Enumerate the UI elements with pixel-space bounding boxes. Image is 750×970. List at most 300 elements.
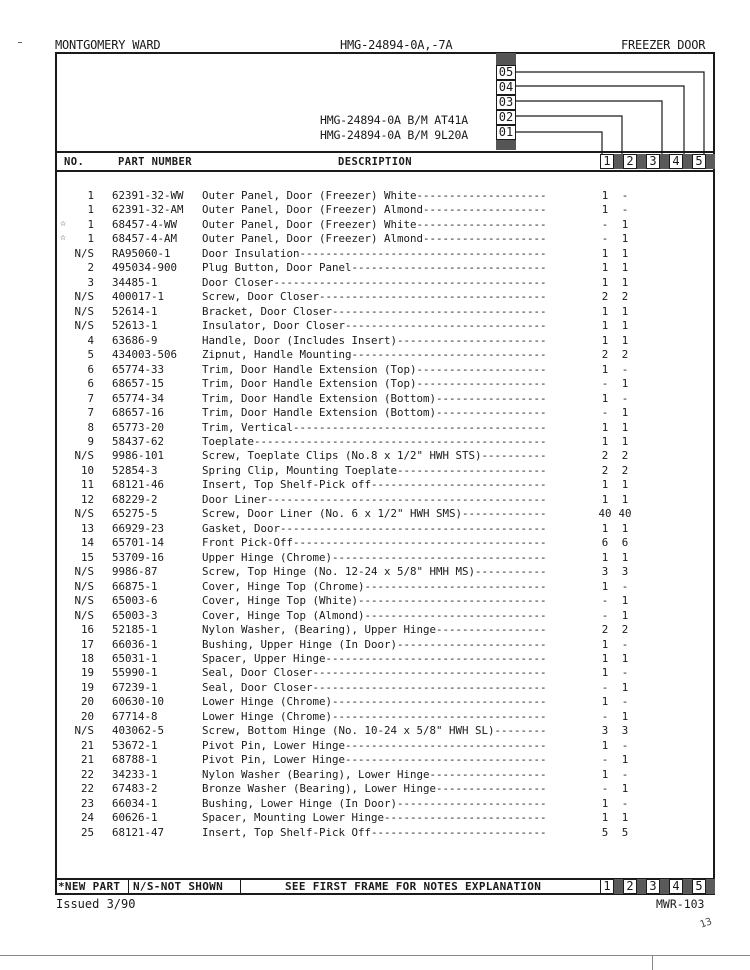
part-number: 66036-1: [112, 637, 158, 651]
not-shown-legend: N/S-NOT SHOWN: [133, 880, 223, 893]
part-description: Seal, Door Closer------------------------------------: [202, 680, 547, 694]
part-number: 52613-1: [112, 319, 158, 333]
part-description: Door Insulation--------------------------------------: [202, 246, 547, 260]
item-number: N/S: [74, 319, 94, 333]
table-row: [60, 218, 720, 232]
part-description: Trim, Door Handle Extension (Top)--------------------: [202, 362, 547, 376]
model-code-box: 01: [496, 125, 516, 140]
part-number: 400017-1: [112, 290, 165, 304]
item-number: 7: [87, 406, 94, 420]
part-description: Spacer, Mounting Lower Hinge-------------------------: [202, 811, 547, 825]
part-number: 60630-10: [112, 695, 165, 709]
table-row: [60, 493, 720, 507]
qty-column-2: -: [621, 738, 629, 752]
item-number: 9: [87, 434, 94, 448]
qty-column-1: 1: [601, 434, 609, 448]
part-number: 34485-1: [112, 275, 158, 289]
model-code-box: 03: [496, 95, 516, 110]
table-row: [60, 348, 720, 362]
connector-02: [516, 116, 622, 154]
qty-column-1: 1: [601, 550, 609, 564]
qty-column-1: 1: [601, 811, 609, 825]
qty-column-1: 1: [601, 492, 609, 506]
part-description: Screw, Bottom Hinge (No. 10-24 x 5/8" HWH SL)--------: [202, 724, 547, 738]
qty-column-2: 1: [621, 420, 629, 434]
part-number: 55990-1: [112, 666, 158, 680]
table-row: [60, 768, 720, 782]
part-description: Door Closer------------------------------------------: [202, 275, 547, 289]
item-number: 21: [80, 738, 94, 752]
part-number: 62391-32-WW: [112, 189, 184, 202]
part-description: Screw, Door Liner (No. 6 x 1/2" HWH SMS)-------------: [202, 507, 547, 521]
part-description: Insert, Top Shelf-Pick Off---------------------------: [202, 825, 547, 839]
part-number: 65003-3: [112, 608, 158, 622]
qty-column-1: 1: [601, 304, 609, 318]
qty-column-1: 1: [601, 652, 609, 665]
qty-column-2: -: [621, 391, 629, 405]
qty-column-1: 1: [601, 738, 609, 752]
table-row: [60, 319, 720, 333]
footer-divider-1: [128, 878, 129, 895]
qty-column-1: 1: [601, 362, 609, 376]
footer-divider-2: [240, 878, 241, 895]
column-heading-description: DESCRIPTION: [338, 156, 412, 168]
part-number: 65701-14: [112, 536, 165, 550]
qty-column-2: -: [621, 203, 629, 217]
qty-column-2: 3: [621, 724, 629, 738]
part-number: 68657-15: [112, 377, 165, 391]
top-column-number: 1: [600, 154, 614, 169]
qty-column-1: 1: [601, 521, 609, 535]
part-description: Lower Hinge (Chrome)---------------------------------: [202, 695, 547, 709]
part-description: Outer Panel, Door (Freezer) White--------------------: [202, 189, 547, 202]
qty-column-2: 2: [621, 623, 629, 637]
item-number: 1: [87, 232, 94, 246]
part-number: 66929-23: [112, 521, 165, 535]
table-row: [60, 580, 720, 594]
qty-column-2: 1: [621, 319, 629, 333]
item-number: 5: [87, 348, 94, 362]
connector-05: [516, 72, 704, 154]
item-number: 11: [80, 478, 94, 492]
new-part-mark: ☆: [60, 232, 67, 244]
qty-column-1: -: [601, 594, 609, 608]
qty-column-1: 1: [601, 579, 609, 593]
table-row: [60, 652, 720, 666]
table-row: [60, 290, 720, 304]
qty-column-1: 3: [601, 724, 609, 738]
qty-column-1: 1: [601, 246, 609, 260]
table-row: [60, 710, 720, 724]
item-number: 1: [87, 203, 94, 217]
item-number: 12: [80, 492, 94, 506]
table-row: [60, 609, 720, 623]
new-part-legend: *NEW PART: [58, 880, 121, 893]
qty-column-1: 2: [601, 348, 609, 362]
part-number: 67239-1: [112, 680, 158, 694]
item-number: N/S: [74, 594, 94, 608]
qty-column-2: 1: [621, 275, 629, 289]
qty-column-1: 1: [601, 478, 609, 492]
qty-column-2: 2: [621, 449, 629, 463]
issue-date: Issued 3/90: [56, 897, 136, 911]
margin-mark: 13: [698, 916, 714, 931]
model-column-connectors: [516, 60, 716, 160]
top-column-number: 2: [623, 154, 637, 169]
item-number: 22: [80, 767, 94, 781]
part-description: Spring Clip, Mounting Toeplate-----------------------: [202, 463, 547, 477]
item-number: N/S: [74, 608, 94, 622]
top-column-shade: [614, 154, 623, 169]
top-column-shade: [683, 154, 692, 169]
table-row: [60, 449, 720, 463]
table-row: [60, 811, 720, 825]
item-number: N/S: [74, 565, 94, 579]
qty-column-2: 2: [621, 463, 629, 477]
part-number: 66034-1: [112, 796, 158, 810]
qty-column-1: 1: [601, 637, 609, 651]
bottom-column-shade: [614, 879, 623, 894]
item-number: 16: [80, 623, 94, 637]
item-number: 4: [87, 333, 94, 347]
qty-column-2: 1: [621, 492, 629, 506]
part-number: 52854-3: [112, 463, 158, 477]
item-number: 15: [80, 550, 94, 564]
item-number: 19: [80, 666, 94, 680]
table-row: [60, 551, 720, 565]
part-description: Trim, Vertical---------------------------------------: [202, 420, 547, 434]
part-description: Bronze Washer (Bearing), Lower Hinge-----------------: [202, 782, 547, 796]
bottom-column-shade: [660, 879, 669, 894]
qty-column-1: -: [601, 406, 609, 420]
code-stack-cap: [496, 53, 516, 65]
qty-column-1: 1: [601, 189, 609, 202]
part-number: 68457-4-AM: [112, 232, 178, 246]
qty-column-1: 2: [601, 449, 609, 463]
qty-column-1: 1: [601, 796, 609, 810]
table-row: [60, 406, 720, 420]
qty-column-2: -: [621, 189, 629, 202]
part-description: Bushing, Upper Hinge (In Door)-----------------------: [202, 637, 547, 651]
part-number: 62391-32-AM: [112, 203, 184, 217]
part-description: Cover, Hinge Top (Almond)----------------------------: [202, 608, 547, 622]
part-description: Front Pick-Off---------------------------------------: [202, 536, 547, 550]
item-number: N/S: [74, 724, 94, 738]
item-number: 22: [80, 782, 94, 796]
qty-column-2: 1: [621, 709, 629, 723]
table-row: [60, 797, 720, 811]
qty-column-2: 1: [621, 217, 629, 231]
top-column-number: 5: [692, 154, 706, 169]
qty-column-2: 2: [621, 348, 629, 362]
part-number: RA95060-1: [112, 246, 171, 260]
header-separator: [55, 151, 715, 153]
table-row: [60, 232, 720, 246]
item-number: 20: [80, 709, 94, 723]
table-row: [60, 377, 720, 391]
item-number: 19: [80, 680, 94, 694]
table-row: [60, 522, 720, 536]
item-number: 18: [80, 652, 94, 665]
qty-column-2: 1: [621, 782, 629, 796]
part-description: Screw, Door Closer-----------------------------------: [202, 290, 547, 304]
part-description: Insulator, Door Closer-------------------------------: [202, 319, 547, 333]
item-number: 25: [80, 825, 94, 839]
part-number: 68121-46: [112, 478, 165, 492]
bottom-column-number: 5: [692, 879, 706, 894]
qty-column-2: 1: [621, 652, 629, 665]
qty-column-1: -: [601, 217, 609, 231]
table-row: [60, 334, 720, 348]
part-description: Handle, Door (Includes Insert)-----------------------: [202, 333, 547, 347]
item-number: 1: [87, 217, 94, 231]
part-number: 495034-900: [112, 261, 178, 275]
qty-column-2: 1: [621, 246, 629, 260]
part-number: 68788-1: [112, 753, 158, 767]
item-number: 14: [80, 536, 94, 550]
page-code: MWR-103: [656, 897, 705, 911]
bottom-column-number: 1: [600, 879, 614, 894]
qty-column-2: -: [621, 666, 629, 680]
item-number: N/S: [74, 246, 94, 260]
part-description: Pivot Pin, Lower Hinge-------------------------------: [202, 738, 547, 752]
qty-column-2: 1: [621, 478, 629, 492]
qty-column-2: -: [621, 767, 629, 781]
part-description: Outer Panel, Door (Freezer) White--------------------: [202, 217, 547, 231]
part-number: 65773-20: [112, 420, 165, 434]
item-number: 13: [80, 521, 94, 535]
qty-column-1: 6: [601, 536, 609, 550]
table-row: [60, 565, 720, 579]
part-number: 67714-8: [112, 709, 158, 723]
column-heading-rule: [55, 170, 715, 172]
part-number: 65031-1: [112, 652, 158, 665]
part-number: 9986-87: [112, 565, 158, 579]
brand-label: MONTGOMERY WARD: [55, 38, 161, 52]
qty-column-2: 1: [621, 521, 629, 535]
part-description: Zipnut, Handle Mounting------------------------------: [202, 348, 547, 362]
part-description: Nylon Washer (Bearing), Lower Hinge------------------: [202, 767, 547, 781]
notes-reference: SEE FIRST FRAME FOR NOTES EXPLANATION: [285, 880, 542, 893]
qty-column-1: 1: [601, 767, 609, 781]
qty-column-1: 1: [601, 333, 609, 347]
part-number: 52614-1: [112, 304, 158, 318]
top-column-number: 3: [646, 154, 660, 169]
bottom-column-shade: [637, 879, 646, 894]
part-number: 52185-1: [112, 623, 158, 637]
table-row: [60, 681, 720, 695]
connector-04: [516, 86, 684, 154]
item-number: N/S: [74, 507, 94, 521]
qty-column-2: 1: [621, 753, 629, 767]
part-description: Screw, Toeplate Clips (No.8 x 1/2" HWH STS)----------: [202, 449, 547, 463]
item-number: 10: [80, 463, 94, 477]
top-column-shade: [660, 154, 669, 169]
top-column-shade: [706, 154, 715, 169]
model-range-label: HMG-24894-0A,-7A: [340, 38, 453, 52]
table-row: [60, 363, 720, 377]
bottom-column-shade: [683, 879, 692, 894]
item-number: 8: [87, 420, 94, 434]
qty-column-2: 3: [621, 565, 629, 579]
table-row: [60, 638, 720, 652]
part-description: Plug Button, Door Panel------------------------------: [202, 261, 547, 275]
scan-bottom-edge: [0, 955, 750, 956]
part-number: 68121-47: [112, 825, 165, 839]
item-number: N/S: [74, 304, 94, 318]
table-row: [60, 666, 720, 680]
table-row: [60, 189, 720, 203]
new-part-mark: ☆: [60, 217, 67, 229]
part-number: 68457-4-WW: [112, 217, 178, 231]
part-number: 34233-1: [112, 767, 158, 781]
part-number: 53672-1: [112, 738, 158, 752]
qty-column-1: 1: [601, 261, 609, 275]
part-number: 65774-34: [112, 391, 165, 405]
qty-column-2: 1: [621, 232, 629, 246]
qty-column-1: -: [601, 232, 609, 246]
table-row: [60, 724, 720, 738]
code-stack-base: [496, 140, 516, 150]
model-code-box: 05: [496, 65, 516, 80]
table-row: [60, 782, 720, 796]
qty-column-1: 2: [601, 463, 609, 477]
table-row: [60, 435, 720, 449]
table-row: [60, 623, 720, 637]
item-number: 20: [80, 695, 94, 709]
qty-column-2: -: [621, 362, 629, 376]
part-description: Bracket, Door Closer---------------------------------: [202, 304, 547, 318]
part-description: Screw, Top Hinge (No. 12-24 x 5/8" HMH MS)-----------: [202, 565, 547, 579]
qty-column-1: -: [601, 782, 609, 796]
item-number: 7: [87, 391, 94, 405]
part-description: Cover, Hinge Top (White)-----------------------------: [202, 594, 547, 608]
part-description: Spacer, Upper Hinge----------------------------------: [202, 652, 547, 665]
column-heading-no: NO.: [64, 156, 85, 168]
table-row: [60, 478, 720, 492]
part-description: Insert, Top Shelf-Pick off---------------------------: [202, 478, 547, 492]
part-description: Outer Panel, Door (Freezer) Almond-------------------: [202, 203, 547, 217]
model-code-box: 02: [496, 110, 516, 125]
table-row: [60, 826, 720, 840]
parts-table: [60, 189, 720, 840]
part-number: 53709-16: [112, 550, 165, 564]
item-number: N/S: [74, 579, 94, 593]
item-number: 2: [87, 261, 94, 275]
table-row: [60, 594, 720, 608]
item-number: 6: [87, 377, 94, 391]
part-number: 68657-16: [112, 406, 165, 420]
qty-column-1: 5: [601, 825, 609, 839]
top-column-shade: [637, 154, 646, 169]
scan-bottom-tick: [652, 955, 653, 970]
part-description: Toeplate---------------------------------------------: [202, 434, 547, 448]
item-number: 6: [87, 362, 94, 376]
table-row: [60, 464, 720, 478]
part-description: Trim, Door Handle Extension (Bottom)-----------------: [202, 391, 547, 405]
qty-column-1: 1: [601, 275, 609, 289]
qty-column-2: 6: [621, 536, 629, 550]
table-row: [60, 739, 720, 753]
table-row: [60, 305, 720, 319]
qty-column-1: 1: [601, 420, 609, 434]
part-number: 67483-2: [112, 782, 158, 796]
qty-column-2: 40: [618, 507, 632, 521]
part-description: Bushing, Lower Hinge (In Door)-----------------------: [202, 796, 547, 810]
qty-column-1: 1: [601, 203, 609, 217]
part-number: 68229-2: [112, 492, 158, 506]
part-number: 66875-1: [112, 579, 158, 593]
table-row: [60, 203, 720, 217]
item-number: 1: [87, 189, 94, 202]
part-description: Gasket, Door-----------------------------------------: [202, 521, 547, 535]
qty-column-1: 2: [601, 623, 609, 637]
qty-column-2: 1: [621, 377, 629, 391]
qty-column-1: 40: [598, 507, 612, 521]
model-line-2: HMG-24894-0A B/M 9L20A: [320, 128, 468, 142]
qty-column-2: 1: [621, 594, 629, 608]
qty-column-2: -: [621, 796, 629, 810]
part-number: 9986-101: [112, 449, 165, 463]
qty-column-2: 1: [621, 608, 629, 622]
part-number: 65774-33: [112, 362, 165, 376]
qty-column-2: 2: [621, 290, 629, 304]
part-description: Outer Panel, Door (Freezer) Almond-------------------: [202, 232, 547, 246]
table-row: [60, 695, 720, 709]
qty-column-1: 1: [601, 666, 609, 680]
table-row: [60, 507, 720, 521]
qty-column-2: -: [621, 695, 629, 709]
part-description: Lower Hinge (Chrome)---------------------------------: [202, 709, 547, 723]
qty-column-2: 1: [621, 406, 629, 420]
part-number: 65275-5: [112, 507, 158, 521]
qty-column-2: 1: [621, 333, 629, 347]
part-number: 58437-62: [112, 434, 165, 448]
qty-column-2: 1: [621, 811, 629, 825]
part-number: 63686-9: [112, 333, 158, 347]
table-row: [60, 261, 720, 275]
part-description: Cover, Hinge Top (Chrome)----------------------------: [202, 579, 547, 593]
top-column-number: 4: [669, 154, 683, 169]
item-number: 3: [87, 275, 94, 289]
bottom-column-number: 4: [669, 879, 683, 894]
part-description: Door Liner-------------------------------------------: [202, 492, 547, 506]
qty-column-1: -: [601, 377, 609, 391]
qty-column-2: 1: [621, 680, 629, 694]
qty-column-1: 3: [601, 565, 609, 579]
qty-column-2: 5: [621, 825, 629, 839]
section-title: FREEZER DOOR: [621, 38, 706, 52]
part-number: 434003-506: [112, 348, 178, 362]
part-number: 60626-1: [112, 811, 158, 825]
qty-column-1: -: [601, 709, 609, 723]
item-number: 17: [80, 637, 94, 651]
part-description: Trim, Door Handle Extension (Bottom)-----------------: [202, 406, 547, 420]
qty-column-1: -: [601, 753, 609, 767]
table-row: [60, 753, 720, 767]
item-number: N/S: [74, 449, 94, 463]
model-code-box: 04: [496, 80, 516, 95]
item-number: 24: [80, 811, 94, 825]
bottom-column-number: 3: [646, 879, 660, 894]
part-description: Trim, Door Handle Extension (Top)--------------------: [202, 377, 547, 391]
model-line-1: HMG-24894-0A B/M AT41A: [320, 113, 468, 127]
table-row: [60, 392, 720, 406]
part-description: Nylon Washer, (Bearing), Upper Hinge-----------------: [202, 623, 547, 637]
qty-column-2: 1: [621, 434, 629, 448]
qty-column-1: 1: [601, 319, 609, 333]
table-row: [60, 276, 720, 290]
